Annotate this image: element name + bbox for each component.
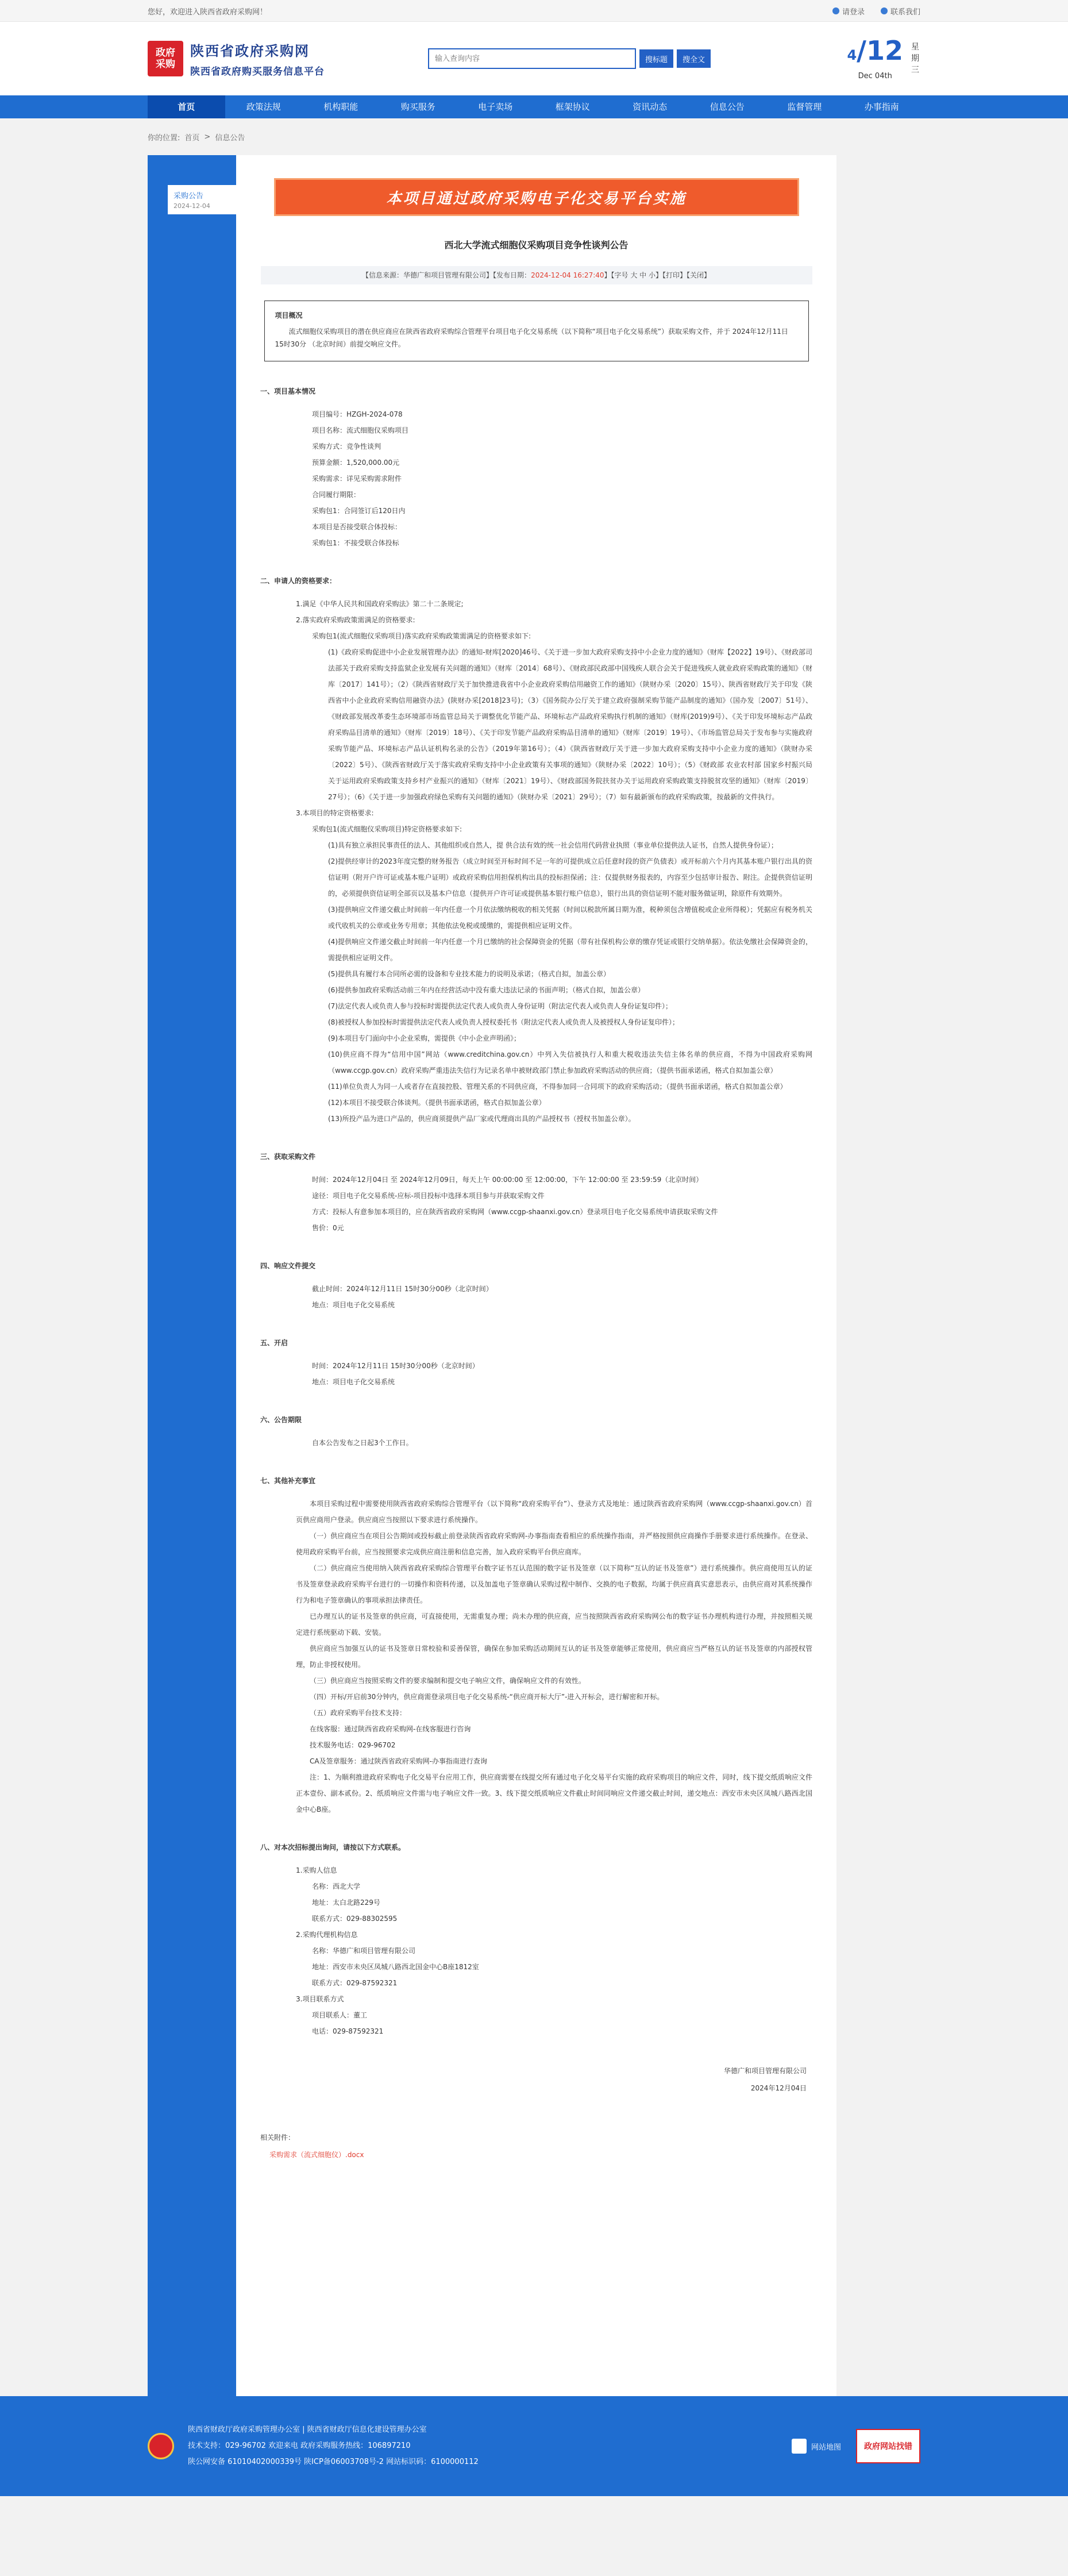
- section-heading: 七、其他补充事宜: [260, 1477, 316, 1485]
- text-line: 截止时间：2024年12月11日 15时30分00秒（北京时间）: [312, 1285, 493, 1293]
- requirement-item: (11)单位负责人为同一人或者存在直接控股、管理关系的不同供应商，不得参加同一合同项下的政府采购活动；（提供书面承诺函，格式自拟加盖公章）: [328, 1083, 787, 1091]
- date-month-day: 4/12: [847, 34, 903, 66]
- user-login-icon: [832, 7, 839, 14]
- date-display: [847, 34, 920, 80]
- search-title-button[interactable]: 搜标题: [639, 49, 673, 68]
- text-line: 预算金额：1,520,000.00元: [312, 459, 400, 467]
- section-heading: 六、公告期限: [260, 1416, 302, 1424]
- text-line: 项目编号：HZGH-2024-078: [312, 410, 403, 418]
- text-line: 3.本项目的特定资格要求:: [296, 809, 374, 817]
- section-submission: [260, 1258, 812, 1313]
- paragraph: CA及签章服务：通过陕西省政府采购网-办事指南进行查询: [310, 1757, 487, 1765]
- section-basic-info: [260, 383, 812, 551]
- meta-date: 2024-12-04 16:27:40: [531, 271, 604, 279]
- requirement-item: (7)法定代表人或负责人参与投标时需提供法定代表人或负责人身份证明（附法定代表人或负责人身份证复印件）；: [328, 1002, 673, 1010]
- site-title-block: [190, 40, 325, 78]
- policy-text: (1)《政府采购促进中小企业发展管理办法》的通知-财库[2020]46号、《关于进一步加大政府采购支持中小企业力度的通知》（财库【2022】19号）、《财政部司法部关于政府采购支持监狱企业发展有关问题的通知》（财库〔2014〕68号）、《财政部民政部中国残疾人联合会关于促进残疾人就业政府采购政策的通知》（财库〔2017〕141号）；（2）《陕西省财政厅关于加快推进我省中小企业政府采购信用融资工作的通知》（陕财办采〔2020〕15号）、陕西省财政厅关于印发《陕西省中小企业政府采购信用融资办法》(陕财办采[2018]23号)；（3）《国务院办公厅关于建立政府强制采购节能产品制度的通知》（国办发〔2007〕51号）、《财政部发展改革委生态环境部市场监管总局关于调整优化节能产品、环境标志产品政府采购执行机制的通知》（财库(2019)9号）、《关于印发环境标志产品政府采购品目清单的通知》（财库〔2019〕18号）、《关于印发节能产品政府采购品目清单的通知》（财库〔2019〕19号）、《市场监管总局关于发布参与实施政府采购节能产品、环境标志产品认证机构名录的公告》（2019年第16号）；（4）《陕西省财政厅关于进一步加大政府采购支持中小企业力度的通知》（陕财办采〔2022〕5号）、《陕西省财政厅关于落实政府采购支持中小企业政策有关事项的通知》（陕财办采〔2022〕10号）；（5）《财政部 农业农村部 国家乡村振兴局关于运用政府采购政策支持乡村产业振兴的通知》（财库〔2021〕19号）、《财政部国务院扶贫办关于运用政府采购政策支持脱贫攻坚的通知》（财库〔2019〕27号）；（6）《关于进一步加强政府绿色采购有关问题的通知》（陕财办采〔2021〕29号）；（7）如有最新颁布的政府采购政策，按最新的文件执行。: [328, 648, 812, 801]
- gov-error-report-logo[interactable]: 政府网站找错: [856, 2429, 920, 2463]
- section-heading: 八、对本次招标提出询问，请按以下方式联系。: [260, 1843, 406, 1851]
- contact-line: 联系方式：029-87592321: [312, 1979, 398, 1987]
- sitemap-link[interactable]: 网站地图: [792, 2439, 841, 2454]
- text-line: 时间：2024年12月04日 至 2024年12月09日，每天上午 00:00:00 至 12:00:00，下午 12:00:00 至 23:59:59（北京时间）: [312, 1176, 703, 1184]
- text-line: 采购包1：合同签订后120日内: [312, 507, 406, 515]
- text-line: 合同履行期限：: [312, 491, 361, 499]
- paragraph: （一）供应商应当在项目公告期间或投标截止前登录陕西省政府采购网-办事指南查看相应的系统操作指南，并严格按照供应商操作手册要求进行系统操作。在登录、使用政府采购平台前，应当按照要求完成供应商注册和信息完善，加入政府采购平台供应商库。: [296, 1532, 812, 1556]
- text-line: 采购包1(流式细胞仪采购项目)特定资格要求如下:: [312, 825, 462, 833]
- paragraph: 注：1、为顺利推进政府采购电子化交易平台应用工作，供应商需要在线提交所有通过电子化交易平台实施的政府采购项目的响应文件，同时，线下提交纸质响应文件正本壹份、副本贰份。2、纸质响应文件需与电子响应文件一致。3、线下提交纸质响应文件截止时间同响应文件递交截止时间，递交地点：西安市未央区凤城八路西北国金中心B座。: [296, 1773, 812, 1813]
- section-heading: 四、响应文件提交: [260, 1262, 316, 1270]
- weekday: 星期三: [911, 43, 919, 75]
- paragraph: 在线客服：通过陕西省政府采购网-在线客服进行咨询: [310, 1725, 471, 1733]
- summary-text: 流式细胞仪采购项目的潜在供应商应在陕西省政府采购综合管理平台项目电子化交易系统（以下简称“项目电子化交易系统”）获取采购文件，并于 2024年12月11日 15时30分 （北京时间）前提交响应文件。: [275, 328, 788, 348]
- sidebar-item-notice[interactable]: [166, 185, 236, 214]
- requirement-item: (12)本项目不接受联合体谈判。（提供书面承诺函，格式自拟加盖公章）: [328, 1099, 546, 1107]
- nav-item-6[interactable]: 资讯动态: [633, 102, 668, 112]
- contact-line: 名称：华德广和项目管理有限公司: [312, 1947, 416, 1955]
- footer-right: [792, 2429, 920, 2463]
- site-title: 陕西省政府采购网: [190, 43, 310, 59]
- sidebar-item-date: 2024-12-04: [173, 202, 210, 210]
- site-footer: [0, 2396, 1068, 2496]
- contact-link[interactable]: 联系我们: [881, 6, 920, 17]
- attachments: [260, 2129, 812, 2163]
- requirement-item: (4)提供响应文件递交截止时间前一年内任意一个月已缴纳的社会保障资金的凭据（带有社保机构公章的缴存凭证或银行交纳单据）。依法免缴社会保障资金的，需提供相应证明文件。: [328, 938, 812, 962]
- paragraph: 已办理互认的证书及签章的供应商，可直接使用，无需重复办理；尚未办理的供应商，应当按照陕西省政府采购网公布的数字证书办理机构进行办理，并按照相关规定进行系统驱动下载、安装。: [296, 1612, 812, 1637]
- requirement-item: (8)被授权人参加投标时需提供法定代表人或负责人授权委托书（附法定代表人或负责人及被授权人身份证复印件）；: [328, 1018, 680, 1026]
- signature-block: [260, 2062, 812, 2097]
- nav-item-2[interactable]: 机构职能: [323, 102, 358, 112]
- breadcrumb: [0, 118, 1068, 155]
- breadcrumb-home[interactable]: 首页: [184, 133, 200, 143]
- requirement-item: (1)具有独立承担民事责任的法人、其他组织或自然人，提 供合法有效的统一社会信用代码营业执照（事业单位提供法人证书，自然人提供身份证）；: [328, 841, 778, 849]
- contact-group-heading: 1.采购人信息: [296, 1866, 337, 1874]
- breadcrumb-sep: >: [204, 132, 211, 141]
- nav-item-4[interactable]: 电子卖场: [478, 102, 513, 112]
- text-line: 项目名称：流式细胞仪采购项目: [312, 426, 409, 434]
- site-header: [0, 22, 1068, 95]
- search-bar: [428, 48, 711, 69]
- requirement-item: (3)提供响应文件递交截止时间前一年内任意一个月依法缴纳税收的相关凭据（时间以税款所属日期为准，税种须包含增值税或企业所得税）；凭据应有税务机关或代收机关的公章或业务专用章；其他依法免税或缓缴的，需提供相应证明文件。: [328, 906, 812, 930]
- sidebar-item-label: 采购公告: [173, 192, 204, 201]
- national-emblem-icon: [148, 2433, 174, 2459]
- attachments-label: 相关附件：: [260, 2134, 295, 2142]
- requirement-item: (5)提供具有履行本合同所必需的设备和专业技术能力的说明及承诺；（格式自拟，加盖公章）: [328, 970, 611, 978]
- text-line: 时间：2024年12月11日 15时30分00秒（北京时间）: [312, 1362, 479, 1370]
- contact-line: 地址：西安市未央区凤城八路西北国金中心B座1812室: [312, 1963, 479, 1971]
- article-content: [236, 155, 836, 2396]
- signature-org: 华德广和项目管理有限公司: [723, 2067, 807, 2075]
- contact-icon: [881, 7, 888, 14]
- section-heading: 一、项目基本情况: [260, 387, 316, 395]
- breadcrumb-label: 你的位置:: [148, 133, 180, 143]
- text-line: 自本公告发布之日起3个工作日。: [312, 1439, 413, 1447]
- contact-line: 电话：029-87592321: [312, 2027, 384, 2035]
- requirement-item: (6)提供参加政府采购活动前三年内在经营活动中没有重大违法记录的书面声明；（格式自拟，加盖公章）: [328, 986, 645, 994]
- text-line: 途径：项目电子化交易系统-应标-项目投标中选择本项目参与并获取采购文件: [312, 1192, 545, 1200]
- paragraph: 技术服务电话：029-96702: [310, 1741, 396, 1749]
- paragraph: （四）开标/开启前30分钟内，供应商需登录项目电子化交易系统-“供应商开标大厅”-进入开标会，进行解密和开标。: [310, 1693, 664, 1701]
- contact-group-heading: 3.项目联系方式: [296, 1995, 344, 2003]
- e-procurement-banner: 本项目通过政府采购电子化交易平台实施: [274, 178, 799, 216]
- text-line: 2.落实政府采购政策需满足的资格要求:: [296, 616, 415, 624]
- text-line: 采购包1(流式细胞仪采购项目)落实政府采购政策需满足的资格要求如下:: [312, 632, 531, 640]
- page-title: 西北大学流式细胞仪采购项目竞争性谈判公告: [444, 240, 629, 251]
- paragraph: （二）供应商应当使用纳入陕西省政府采购综合管理平台数字证书互认范围的数字证书及签章（以下简称“互认的证书及签章”）进行系统操作。供应商使用互认的证书及签章登录政府采购平台进行的一切操作和资料传递，以及加盖电子签章确认采购过程中制作、交换的电子数据，均属于供应商真实意思表示，由供应商对其系统操作行为和电子签章确认的事项承担法律责任。: [296, 1564, 812, 1604]
- main-nav: [0, 95, 1068, 118]
- paragraph: （五）政府采购平台技术支持：: [310, 1709, 407, 1717]
- nav-item-8[interactable]: 监督管理: [787, 102, 822, 112]
- text-line: 本项目是否接受联合体投标：: [312, 523, 402, 531]
- text-line: 售价：0元: [312, 1224, 344, 1232]
- footer-line: 陕西省财政厅政府采购管理办公室 | 陕西省财政厅信息化建设管理办公室: [188, 2425, 427, 2434]
- section-obtain-documents: [260, 1149, 812, 1236]
- section-heading: 三、获取采购文件: [260, 1153, 316, 1161]
- section-notice-period: [260, 1412, 812, 1451]
- requirement-item: (13)所投产品为进口产品的，供应商须提供产品厂家或代理商出具的产品授权书（授权书加盖公章）。: [328, 1115, 635, 1123]
- site-logo[interactable]: 政府 采购: [148, 41, 183, 76]
- contact-line: 联系方式：029-88302595: [312, 1915, 398, 1923]
- paragraph: 本项目采购过程中需要使用陕西省政府采购综合管理平台（以下简称“政府采购平台”）、登录方式及地址：通过陕西省政府采购网（www.ccgp-shaanxi.gov.cn）首页供应商用户登录。供应商应当按照以下要求进行系统操作。: [296, 1500, 812, 1524]
- search-fulltext-button[interactable]: 搜全文: [677, 49, 711, 68]
- article-meta: 【信息来源：华德广和项目管理有限公司】【发布日期：2024-12-04 16:27:40】【字号 大 中 小】【打印】【关闭】: [261, 266, 812, 284]
- login-link[interactable]: 请登录: [832, 6, 865, 17]
- footer-text: [188, 2422, 479, 2470]
- nav-item-3[interactable]: 购买服务: [400, 102, 435, 112]
- sitemap-icon: [792, 2439, 807, 2454]
- nav-item-9[interactable]: 办事指南: [864, 102, 899, 112]
- top-bar: [0, 0, 1068, 22]
- project-summary-box: [264, 301, 809, 361]
- section-heading: 二、申请人的资格要求：: [260, 577, 337, 585]
- text-line: 采购需求：详见采购需求附件: [312, 475, 402, 483]
- text-line: 采购方式：竞争性谈判: [312, 442, 381, 450]
- top-links: [832, 6, 920, 17]
- nav-item-0[interactable]: 首页: [148, 95, 225, 118]
- footer-line: 技术支持：029-96702 欢迎来电 政府采购服务热线：106897210: [188, 2442, 411, 2450]
- section-heading: 五、开启: [260, 1339, 288, 1347]
- main-area: [0, 155, 1068, 2396]
- section-contacts: [260, 1839, 812, 2039]
- nav-item-1[interactable]: 政策法规: [246, 102, 281, 112]
- nav-item-7[interactable]: 信息公告: [710, 102, 745, 112]
- text-line: 地点：项目电子化交易系统: [312, 1301, 395, 1309]
- section-qualifications: [260, 573, 812, 1127]
- text-line: 地点：项目电子化交易系统: [312, 1378, 395, 1386]
- requirement-item: (10)供应商不得为“信用中国”网站（www.creditchina.gov.cn）中列入失信被执行人和重大税收违法失信主体名单的供应商，不得为中国政府采购网（www.ccgp.gov.cn）政府采购严重违法失信行为记录名单中被财政部门禁止参加政府采购活动的供应商；（提供书面承诺函，格式自拟加盖公章）: [328, 1050, 812, 1075]
- contact-group-heading: 2.采购代理机构信息: [296, 1931, 358, 1939]
- breadcrumb-notices[interactable]: 信息公告: [215, 133, 245, 143]
- section-other-matters: [260, 1473, 812, 1818]
- date-english: Dec 04th: [858, 71, 892, 80]
- search-input[interactable]: [428, 48, 636, 69]
- requirement-item: (9)本项目专门面向中小企业采购，需提供《中小企业声明函》；: [328, 1034, 521, 1042]
- site-subtitle: 陕西省政府购买服务信息平台: [190, 66, 325, 78]
- paragraph: 供应商应当加强互认的证书及签章日常校验和妥善保管，确保在参加采购活动期间互认的证书及签章能够正常使用，供应商应当严格互认的证书及签章的内部授权管理，防止非授权使用。: [296, 1645, 812, 1669]
- paragraph: （三）供应商应当按照采购文件的要求编制和提交电子响应文件，确保响应文件的有效性。: [310, 1677, 586, 1685]
- meta-source: 华德广和项目管理有限公司: [403, 271, 487, 279]
- section-opening: [260, 1335, 812, 1390]
- text-line: 采购包1：不接受联合体投标: [312, 539, 399, 547]
- text-line: 1.满足《中华人民共和国政府采购法》第二十二条规定;: [296, 600, 464, 608]
- meta-tools[interactable]: 】【字号 大 中 小】【打印】【关闭】: [604, 271, 711, 279]
- requirement-item: (2)提供经审计的2023年度完整的财务报告（成立时间至开标时间不足一年的可提供成立后任意时段的资产负债表）或开标前六个月内其基本账户银行出具的资信证明（附开户许可证或基本账户证明）或政府采购信用担保机构出具的投标担保函；注：仅提供财务报表的，内容至少包括审计报告、附注。企提供资信证明的，必须提供资信证明全部页以及基本户信息（提供开户许可证或提供基本银行账户信息），银行出具的资信证明不能对服务做证明，除原件有效期外。: [328, 857, 812, 898]
- text-line: 方式：投标人有意参加本项目的，应在陕西省政府采购网（www.ccgp-shaanxi.gov.cn）登录项目电子化交易系统申请获取采购文件: [312, 1208, 718, 1216]
- nav-item-5[interactable]: 框架协议: [555, 102, 590, 112]
- summary-heading: 项目概况: [275, 311, 303, 319]
- attachment-file-link[interactable]: 采购需求（流式细胞仪）.docx: [269, 2151, 364, 2159]
- contact-line: 项目联系人：董工: [312, 2011, 368, 2019]
- footer-line: 陕公网安备 61010402000339号 陕ICP备06003708号-2 网站标识码：6100000112: [188, 2458, 479, 2466]
- signature-date: 2024年12月04日: [750, 2084, 807, 2092]
- contact-line: 地址：太白北路229号: [312, 1899, 380, 1907]
- sidebar: [148, 155, 236, 2396]
- contact-line: 名称：西北大学: [312, 1882, 361, 1890]
- welcome-text: 您好，欢迎进入陕西省政府采购网！: [148, 7, 268, 17]
